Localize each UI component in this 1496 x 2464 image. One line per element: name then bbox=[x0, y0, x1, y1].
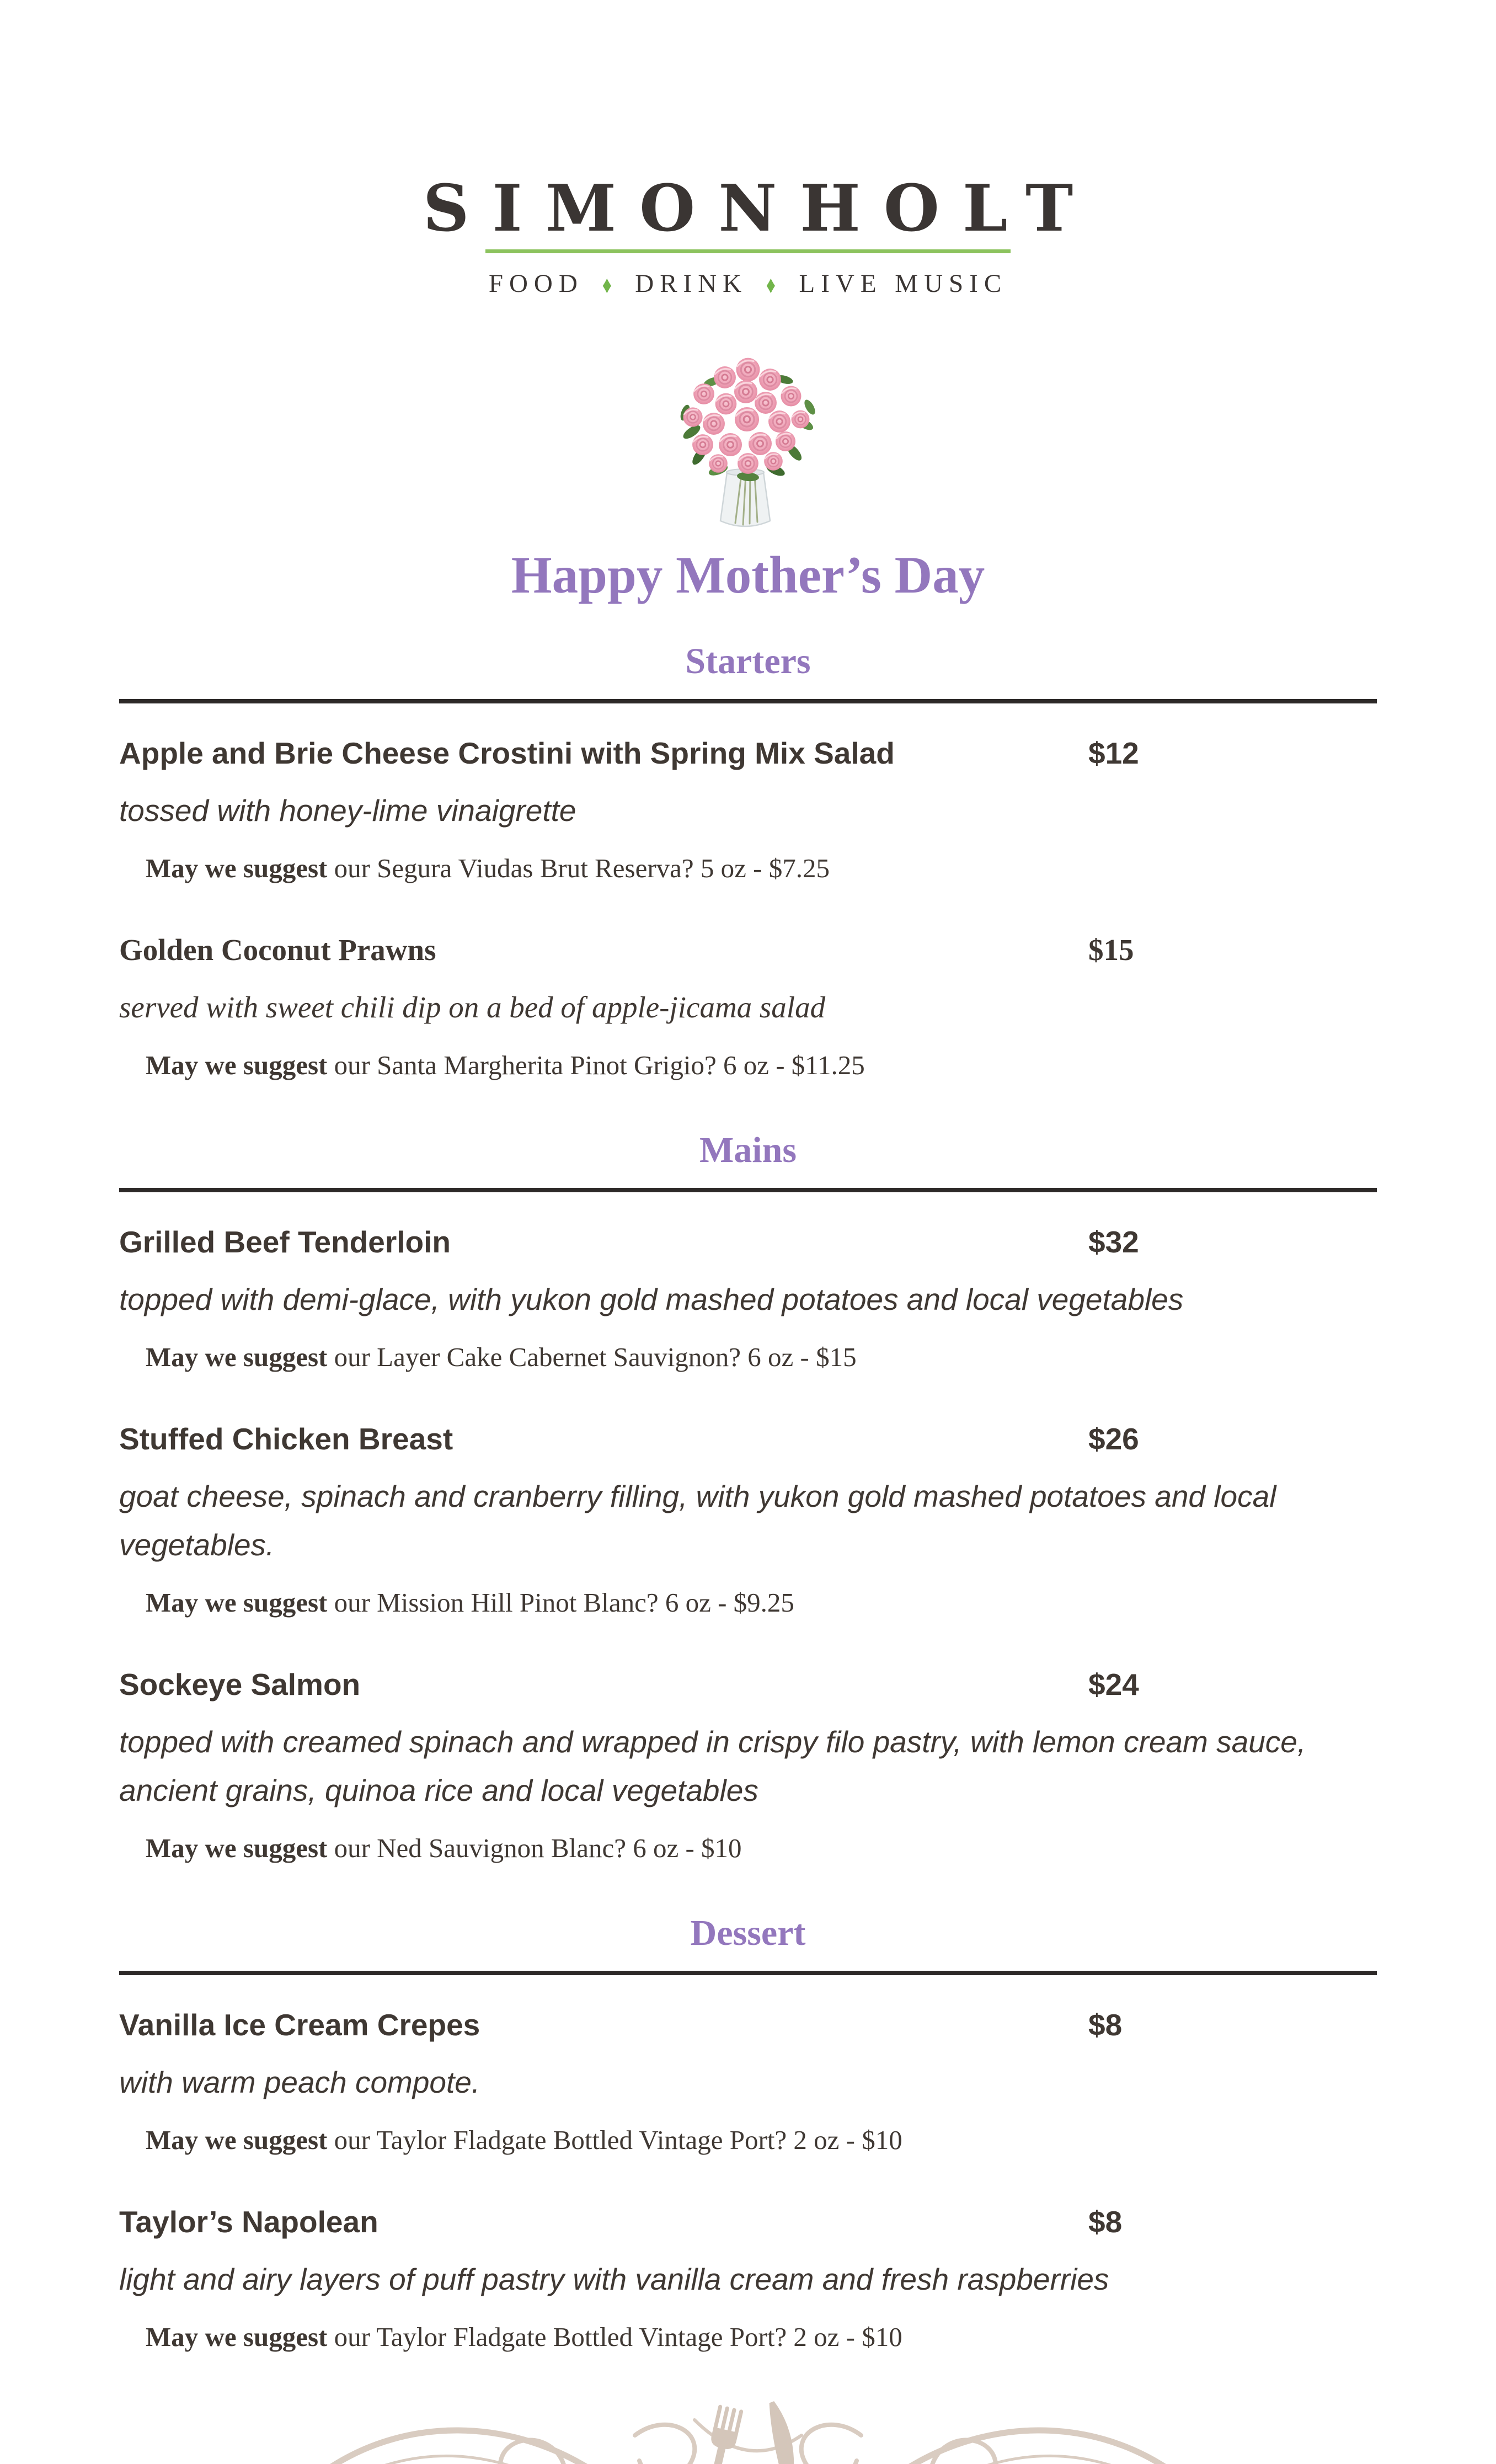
item-price: $24 bbox=[1088, 1667, 1139, 1702]
menu-item bbox=[119, 1421, 1377, 1618]
menu-item bbox=[119, 1224, 1377, 1373]
occasion-title: Happy Mother’s Day bbox=[511, 546, 985, 604]
diamond-icon: ♦ bbox=[766, 271, 781, 298]
item-suggestion bbox=[119, 852, 1377, 884]
logo-tagline bbox=[119, 269, 1377, 299]
item-description: light and airy layers of puff pastry with vanilla cream and fresh raspberries bbox=[119, 2262, 1109, 2296]
menu-content bbox=[119, 0, 1377, 2464]
item-name: Taylor’s Napolean bbox=[119, 2204, 378, 2239]
item-description: served with sweet chili dip on a bed of apple-jicama salad bbox=[119, 990, 826, 1024]
item-description: tossed with honey-lime vinaigrette bbox=[119, 793, 576, 828]
menu-item bbox=[119, 735, 1377, 884]
item-price: $12 bbox=[1088, 735, 1139, 770]
suggestion-lead: May we suggest bbox=[146, 1587, 328, 1618]
suggestion-text: our Ned Sauvignon Blanc? 6 oz - $10 bbox=[334, 1832, 742, 1863]
section-starters bbox=[119, 641, 1377, 1081]
logo-underline bbox=[485, 249, 1011, 253]
suggestion-text: our Mission Hill Pinot Blanc? 6 oz - $9.25 bbox=[334, 1587, 794, 1618]
suggestion-lead: May we suggest bbox=[146, 1049, 328, 1080]
menu-item bbox=[119, 2204, 1377, 2353]
item-price: $8 bbox=[1088, 2007, 1123, 2042]
item-suggestion bbox=[119, 2124, 1377, 2156]
section-divider bbox=[119, 699, 1377, 703]
menu-item bbox=[119, 1667, 1377, 1864]
tagline-item-drink: DRINK bbox=[635, 269, 748, 298]
tagline-item-live-music: LIVE MUSIC bbox=[799, 269, 1008, 298]
item-name: Apple and Brie Cheese Crostini with Spring Mix Salad bbox=[119, 735, 895, 770]
logo-wordmark: SIMONHOLT bbox=[423, 171, 1097, 246]
item-name: Stuffed Chicken Breast bbox=[119, 1421, 453, 1456]
rose-bouquet-image bbox=[119, 341, 1377, 537]
suggestion-lead: May we suggest bbox=[146, 2124, 328, 2155]
item-suggestion bbox=[119, 1049, 1377, 1081]
cutlery-flourish-image bbox=[119, 2401, 1377, 2464]
suggestion-lead: May we suggest bbox=[146, 2321, 328, 2352]
section-heading: Starters bbox=[685, 641, 811, 681]
restaurant-logo bbox=[119, 171, 1377, 299]
item-name: Vanilla Ice Cream Crepes bbox=[119, 2007, 480, 2042]
suggestion-text: our Segura Viudas Brut Reserva? 5 oz - $7.25 bbox=[334, 852, 830, 883]
section-dessert bbox=[119, 1912, 1377, 2353]
section-divider bbox=[119, 1188, 1377, 1192]
item-description: topped with demi-glace, with yukon gold mashed potatoes and local vegetables bbox=[119, 1282, 1184, 1316]
section-mains bbox=[119, 1129, 1377, 1864]
item-description: with warm peach compote. bbox=[119, 2065, 480, 2099]
suggestion-lead: May we suggest bbox=[146, 1341, 328, 1372]
item-name: Golden Coconut Prawns bbox=[119, 932, 436, 967]
diamond-icon: ♦ bbox=[602, 271, 617, 298]
menu-item bbox=[119, 932, 1377, 1081]
item-price: $15 bbox=[1088, 932, 1134, 967]
item-description: goat cheese, spinach and cranberry filling, with yukon gold mashed potatoes and local vegetables. bbox=[119, 1479, 1276, 1562]
item-suggestion bbox=[119, 1587, 1377, 1618]
item-price: $26 bbox=[1088, 1421, 1139, 1456]
menu-item bbox=[119, 2007, 1377, 2156]
fork-icon bbox=[689, 2404, 743, 2464]
suggestion-lead: May we suggest bbox=[146, 852, 328, 883]
section-divider bbox=[119, 1971, 1377, 1975]
suggestion-text: our Layer Cake Cabernet Sauvignon? 6 oz - $15 bbox=[334, 1341, 857, 1372]
section-heading: Dessert bbox=[690, 1912, 806, 1953]
item-suggestion bbox=[119, 1341, 1377, 1373]
suggestion-text: our Santa Margherita Pinot Grigio? 6 oz - $11.25 bbox=[334, 1049, 865, 1080]
suggestion-text: our Taylor Fladgate Bottled Vintage Port? 2 oz - $10 bbox=[334, 2124, 902, 2155]
item-name: Sockeye Salmon bbox=[119, 1667, 361, 1702]
item-price: $8 bbox=[1088, 2204, 1123, 2239]
suggestion-text: our Taylor Fladgate Bottled Vintage Port? 2 oz - $10 bbox=[334, 2321, 902, 2352]
item-description: topped with creamed spinach and wrapped in crispy filo pastry, with lemon cream sauce, ancient grains, quinoa rice and local vegetables bbox=[119, 1724, 1306, 1807]
suggestion-lead: May we suggest bbox=[146, 1832, 328, 1863]
item-price: $32 bbox=[1088, 1224, 1139, 1259]
section-heading: Mains bbox=[699, 1129, 797, 1170]
item-name: Grilled Beef Tenderloin bbox=[119, 1224, 451, 1259]
item-suggestion bbox=[119, 1832, 1377, 1864]
item-suggestion bbox=[119, 2321, 1377, 2353]
tagline-item-food: FOOD bbox=[488, 269, 584, 298]
